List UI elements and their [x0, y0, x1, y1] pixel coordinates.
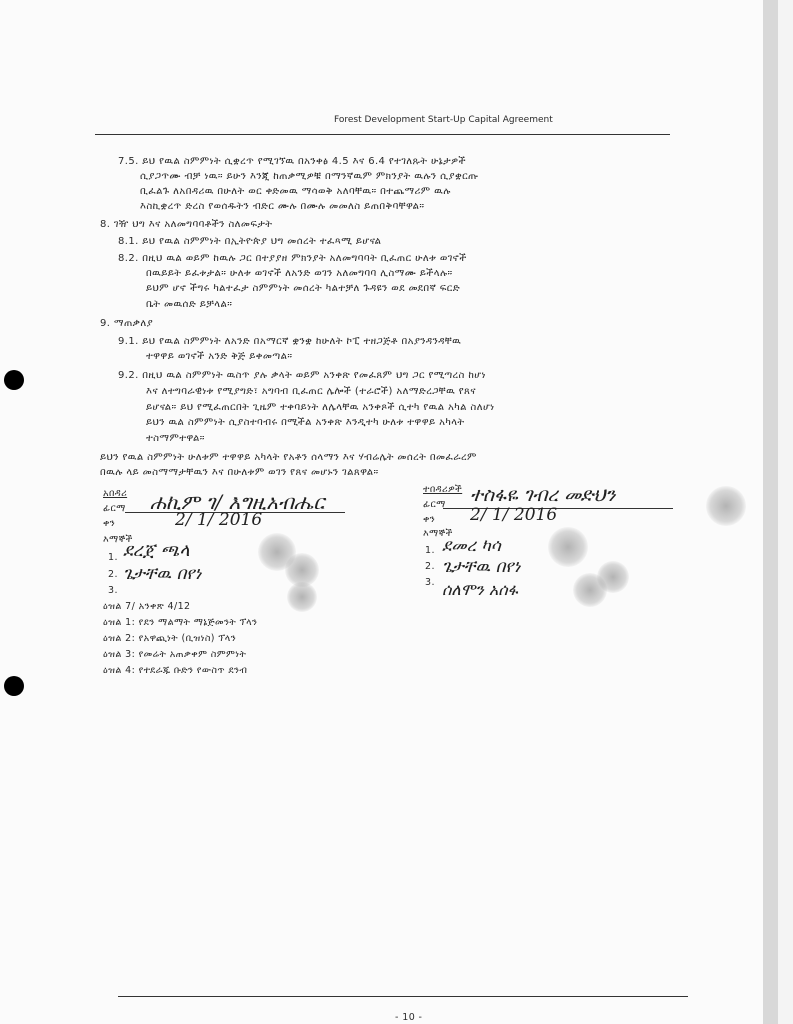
punch-hole-bottom: [4, 676, 24, 696]
borrower-signature: ተስፋዬ ገብረ መድህን: [470, 484, 616, 506]
borrower-heading: ተበዳሪዎች: [423, 484, 463, 495]
body-line: 9.1. ይህ የዉል ስምምነት ለአንድ በአማርኛ ቋንቋ ከሁለት ኮፒ ተዘጋጅቶ በአያንዳንዳቸዉ: [118, 336, 462, 347]
borrower-witness-signature: ሰለሞን አሰፋ: [442, 580, 518, 599]
header-title: Forest Development Start-Up Capital Agreement: [334, 115, 553, 125]
body-line: 8.2. በዚህ ዉል ወይም ከዉሉ ጋር በተያያዘ ምክንያት አለመግባባት ቢፈጠር ሁለቱ ወገኖች: [118, 253, 467, 264]
borrower-witness-number: 2.: [425, 561, 435, 572]
body-line: 9.2. በዚህ ዉል ስምምነት ዉስጥ ያሉ ቃላት ወይም አንቀጽ የመፈጸም ህግ ጋር የሚጣረስ ከሆነ: [118, 370, 486, 381]
body-line: ይህን ዉል ስምምነት ሲያስተባብሩ በሚችል አንቀጽ እንዲተካ ሁለቱ ተዋዋይ አካላት: [146, 417, 465, 428]
lender-witness-number: 1.: [108, 552, 118, 563]
lender-heading: አበዳሪ: [103, 488, 128, 499]
lender-witness-signature: ደረጀ ጫላ: [123, 540, 190, 561]
borrower-witness-signature: ጌታቸዉ በየነ: [442, 557, 521, 577]
borrower-witness-signature: ደመረ ካሳ: [442, 536, 501, 556]
body-line: በዉይይት ይፈቱታል። ሁለቱ ወገኖች ለአንድ ወገን አለመግባባ ሊስማሙ ይችላሉ።: [146, 268, 453, 279]
body-line: 8.1. ይህ የዉል ስምምነት በኢትዮጵያ ህግ መሰረት ተፈጻሚ ይሆናል: [118, 236, 382, 247]
body-line: ተስማምተዋል።: [146, 433, 205, 444]
borrower-stamp: [597, 561, 629, 593]
section-heading: 9. ማጠቃለያ: [100, 318, 154, 329]
page-edge-shadow: [763, 0, 778, 1024]
lender-signature: ሐኪም ገ/ እግዚአብሔር: [150, 490, 325, 514]
punch-hole-top: [4, 370, 24, 390]
body-line: ይህን የዉል ስምምነት ሁለቱም ተዋዋይ አካላት የአቶን ሰላማን እና ሃብሬሌት መሰረት በመፈራረም: [100, 452, 477, 463]
section-heading: 8. ገዥ ህግ እና አለመግባባቶችን ስለመፍታት: [100, 219, 273, 230]
annex-line: ዕዝል 4: የተደራጁ ቡድን የውስጥ ደንብ: [103, 665, 248, 676]
body-line: ቤት መዉሰድ ይቻላል።: [146, 299, 233, 310]
borrower-stamp: [706, 486, 746, 526]
borrower-stamp: [548, 527, 588, 567]
body-line: ይሆናል። ይህ የሚፈጠርበት ጊዜም ተቀባይነት ለሌላቸዉ አንቀጾች ሲተካ የዉል አካል ስለሆነ: [146, 402, 495, 413]
body-line: 7.5. ይህ የዉል ስምምነት ሲቋረጥ የሚገኘዉ በአንቀፅ 4.5 እና 6.4 የተገለጹት ሁኔታዎች: [118, 156, 466, 167]
body-line: ተዋዋይ ወገኖች አንድ ቅጅ ይቀመጣል።: [146, 351, 293, 362]
lender-stamp: [287, 582, 317, 612]
borrower-witnesses-label: እማኞች: [423, 528, 453, 539]
lender-date: 2/ 1/ 2016: [175, 510, 263, 530]
annex-line: ዕዝል 2: የአዋጪነት (ቢዝነስ) ፕላን: [103, 633, 237, 644]
lender-sign-label: ፊርማ: [103, 503, 126, 514]
annex-line: ዕዝል 3: የመሬት አጠቃቀም ስምምነት: [103, 649, 247, 660]
lender-witness-signature: ጌታቸዉ በየነ: [123, 564, 202, 584]
annex-line: ዕዝል 7/ አንቀጽ 4/12: [103, 601, 191, 612]
body-line: እና ለተግባራዊነቱ የሚያግድ፣ አግባብ ቢፈጠር ሌሎች (ተራሮች) አለማድረጋቸዉ የጸና: [146, 386, 476, 397]
lender-witness-number: 2.: [108, 569, 118, 580]
borrower-witness-number: 3.: [425, 577, 435, 588]
body-line: በዉሉ ላይ መስማማታቸዉን እና በሁለቱም ወገን የጸና መሆኑን ገልጸዋል።: [100, 467, 379, 478]
body-line: እስኪቋረጥ ድረስ የወሰዱትን ብድር ሙሉ በሙሉ መመለስ ይጠበቅባቸዋል።: [140, 201, 425, 212]
body-line: ይህም ሆኖ ችግሩ ካልተፈታ ስምምነት መሰረት ካልተቻለ ጉዳዩን ወደ መደበኛ ፍርድ: [146, 283, 461, 294]
borrower-sign-label: ፊርማ: [423, 499, 446, 510]
borrower-date-label: ቀን: [423, 514, 436, 525]
lender-date-label: ቀን: [103, 518, 116, 529]
lender-witness-number: 3.: [108, 585, 118, 596]
borrower-date: 2/ 1/ 2016: [470, 505, 558, 525]
footer-rule: [118, 996, 688, 997]
annex-line: ዕዝል 1: የደን ማልማት ማኔጅመንት ፕላን: [103, 617, 258, 628]
body-line: ሲያጋጥሙ ብቻ ነዉ። ይሁን እንጂ ከጠቃሚዎቹ በማንኛዉም ምክንያት ዉሉን ሲያቋርጡ: [140, 171, 479, 182]
header-rule: [95, 134, 670, 135]
page-number: - 10 -: [395, 1012, 423, 1023]
borrower-witness-number: 1.: [425, 545, 435, 556]
lender-witnesses-label: እማኞች: [103, 534, 133, 545]
body-line: ቢፈልጉ ለአበዳሪዉ በሁለት ወር ቀድመዉ ማሳወቅ አለባቸዉ። በተጨማሪም ዉሉ: [140, 186, 451, 197]
